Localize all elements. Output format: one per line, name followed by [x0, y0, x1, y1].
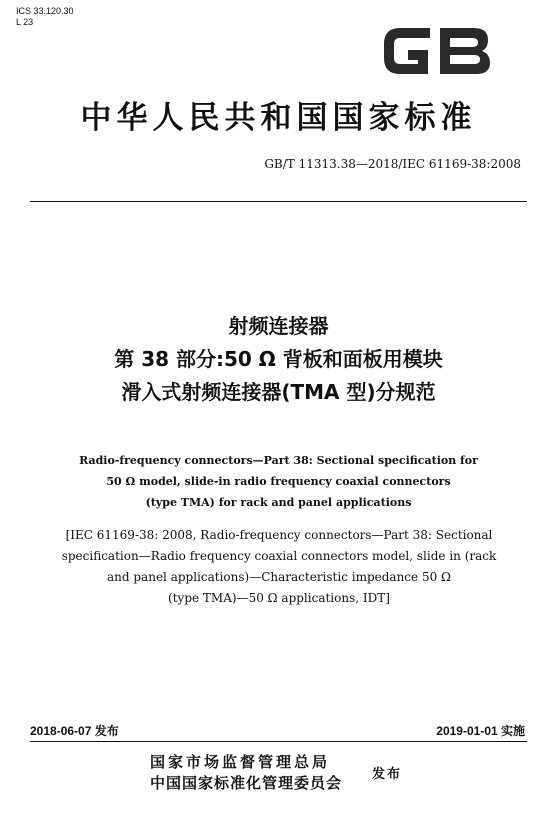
classification-codes — [16, 6, 74, 28]
ics-code: ICS 33.120.30 — [16, 6, 74, 16]
equivalence-statement — [34, 525, 524, 609]
issue-date: 2018-06-07 发布 — [30, 724, 119, 738]
ccs-code: L 23 — [16, 17, 34, 27]
chinese-title-line3: 滑入式射频连接器(TMA 型)分规范 — [121, 380, 436, 404]
release-label: 发布 — [372, 767, 403, 782]
chinese-title-line2: 第 38 部分:50 Ω 背板和面板用模块 — [114, 347, 443, 371]
equivalence-line3: and panel applications)—Characteristic impedance 50 Ω — [107, 570, 451, 584]
implementation-date: 2019-01-01 实施 — [436, 724, 525, 738]
standard-title: 中华人民共和国国家标准 — [80, 100, 477, 136]
equivalence-line4: (type TMA)—50 Ω applications, IDT] — [168, 591, 390, 605]
chinese-title — [0, 310, 557, 409]
equivalence-line1: [IEC 61169-38: 2008, Radio-frequency connectors—Part 38: Sectional — [65, 528, 493, 542]
standard-number: GB/T 11313.38—2018/IEC 61169-38:2008 — [264, 157, 521, 171]
english-title-line1: Radio-frequency connectors—Part 38: Sectional specification for — [79, 454, 478, 467]
chinese-title-line1: 射频连接器 — [228, 314, 329, 338]
issuer-line1: 国家市场监督管理总局 — [150, 753, 331, 771]
bottom-divider — [30, 741, 527, 742]
top-divider — [30, 201, 527, 202]
equivalence-line2: specification—Radio frequency coaxial connectors model, slide in (rack — [61, 549, 497, 563]
issuing-authorities — [150, 752, 342, 794]
english-title-line2: 50 Ω model, slide-in radio frequency coaxial connectors — [106, 475, 451, 488]
issuer-line2: 中国国家标准化管理委员会 — [150, 774, 343, 792]
gb-logo — [378, 22, 496, 80]
english-title-line3: (type TMA) for rack and panel applications — [145, 496, 412, 509]
english-title — [40, 450, 517, 513]
